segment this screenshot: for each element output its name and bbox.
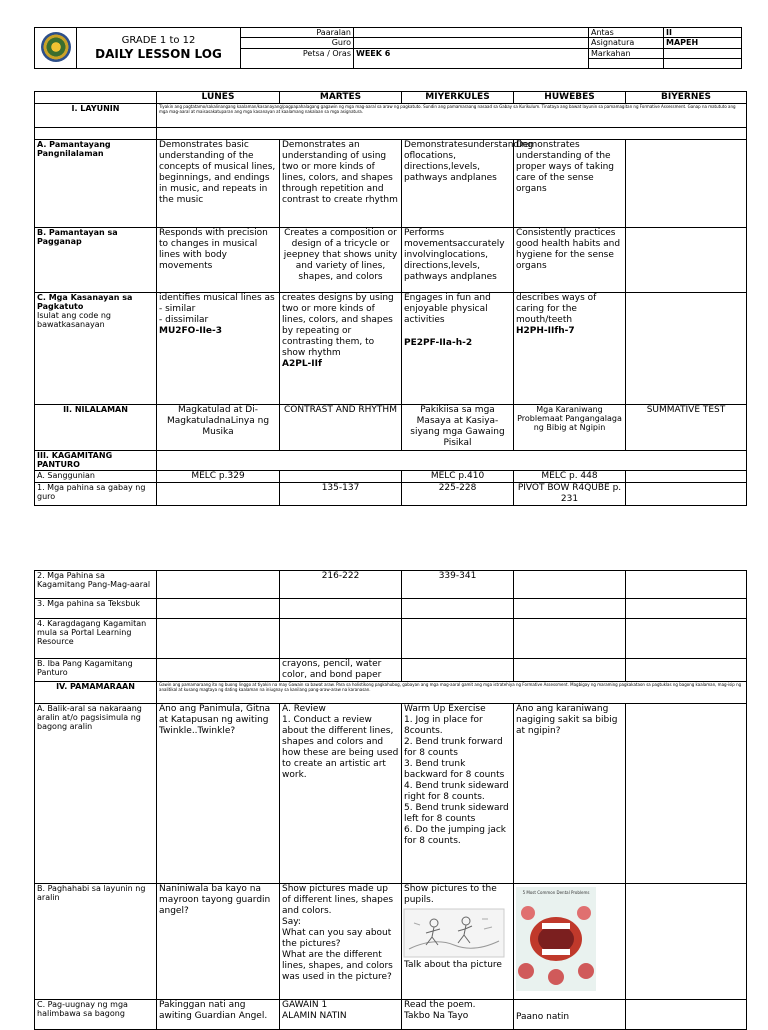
karagdagang-miyerkules	[402, 619, 514, 659]
pn-miyerkules: Demonstratesunderstanding oflocations, directions,levels, pathways andplanes	[402, 140, 514, 228]
kasanayan-martes-code: A2PL-IIf	[282, 359, 322, 369]
deped-seal	[35, 28, 77, 69]
pamamaraan-label: IV. PAMAMARAAN	[35, 682, 157, 704]
teksbuk-huwebes	[514, 599, 626, 619]
uugnay-miyerkules: Read the poem. Takbo Na Tayo	[402, 1000, 514, 1030]
gabay-biyernes	[626, 483, 747, 506]
karagdagang-huwebes	[514, 619, 626, 659]
markahan-value[interactable]	[664, 48, 742, 58]
iba-miyerkules	[402, 659, 514, 682]
petsa-label: Petsa / Oras	[241, 48, 354, 69]
pp-biyernes	[626, 228, 747, 293]
kma-huwebes	[514, 571, 626, 599]
paaralan-label: Paaralan	[241, 28, 354, 38]
paghahabi-martes: Show pictures made up of different lines, shapes and colors. Say: What can you say about the pictures? What are the different lines, shapes, and colors was used in the picture?	[280, 884, 402, 1000]
karagdagang-biyernes	[626, 619, 747, 659]
nilalaman-lunes: Magkatulad at Di-MagkatuladnaLinya ng Musika	[157, 405, 280, 451]
kasanayan-miyerkules	[402, 293, 514, 405]
nilalaman-biyernes: SUMMATIVE TEST	[626, 405, 747, 451]
markahan-label: Markahan	[589, 48, 664, 58]
sanggunian-miyerkules: MELC p.410	[402, 471, 514, 483]
seal-icon	[41, 32, 71, 62]
lesson-table-1	[34, 91, 747, 506]
layunin-note: Tiyakin ang pagtatamo/sakalinangang kaalaman/kasanayang/pagpapahalagang gagawin ng mga mag-aaral sa araw ng pagkatuto. Sundin ang pamamaraang nasaad sa Gabay sa Kurikulum. Tinataya ang bawat layunin sa pamamagitan ng Formative Assessment. Ganap na matututo ang mga mag-aaral at maisasakatuparan ang mga kasanayan at kaalamang nakalaan sa mga asignatura.	[157, 104, 747, 128]
kasanayan-label-cell	[35, 293, 157, 405]
sanggunian-martes	[280, 471, 402, 483]
kasanayan-martes	[280, 293, 402, 405]
paghahabi-miyerkules	[402, 884, 514, 1000]
kasanayan-huwebes	[514, 293, 626, 405]
day-martes: MARTES	[280, 92, 402, 104]
nilalaman-label: II. NILALAMAN	[35, 405, 157, 451]
pamamaraan-note: Gawin ang pamamaraang ito ng buong linggo at tiyakin na may Gawain sa bawat araw. Para sa holistikong pagkahubog, gabayan ang mga mag-aaral gamit ang mga istratehiya ng Formative Assessment. Magbigay ng maraming pagkakataon sa pagtuklas ng bagong kaalaman, mag-isip ng analitikal at kusang magtaya ng dating kaalaman na iniugnay sa kanilang pang-araw-araw na karanasan.	[157, 682, 747, 704]
kma-lunes	[157, 571, 280, 599]
teksbuk-label: 3. Mga pahina sa Teksbuk	[35, 599, 157, 619]
teksbuk-martes	[280, 599, 402, 619]
uugnay-lunes: Pakinggan nati ang awiting Guardian Angel.	[157, 1000, 280, 1030]
balik-huwebes: Ano ang karaniwang nagiging sakit sa bibig at ngipin?	[514, 704, 626, 884]
kma-biyernes	[626, 571, 747, 599]
balik-aral-label: A. Balik-aral sa nakaraang aralin at/o pagsisimula ng bagong aralin	[35, 704, 157, 884]
iba-pang-label: B. Iba Pang Kagamitang Panturo	[35, 659, 157, 682]
spacer-row	[157, 128, 747, 140]
antas-value[interactable]: II	[664, 28, 742, 38]
nilalaman-miyerkules: Pakikiisa sa mga Masaya at Kasiya-siyang mga Gawaing Pisikal	[402, 405, 514, 451]
doc-title: DAILY LESSON LOG	[95, 46, 222, 61]
gabay-lunes	[157, 483, 280, 506]
pn-huwebes: Demonstrates understanding of the proper ways of taking care of the sense organs	[514, 140, 626, 228]
corner-cell	[35, 92, 157, 104]
day-biyernes: BIYERNES	[626, 92, 747, 104]
gabay-miyerkules: 225-228	[402, 483, 514, 506]
kasanayan-label: C. Mga Kasanayan sa Pagkatuto	[37, 293, 133, 311]
kasanayan-sublabel: Isulat ang code ng bawatkasanayan	[37, 311, 111, 329]
kasanayan-martes-text: creates designs by using two or more kinds of lines, colors, and shapes by repeating or contrasting them, to show rhythm	[282, 293, 394, 358]
karagdagang-lunes	[157, 619, 280, 659]
blank-label	[589, 58, 664, 68]
guro-value[interactable]	[354, 38, 589, 48]
pp-martes: Creates a composition or design of a tricycle or jeepney that shows unity and variety of lines, shapes, and colors	[280, 228, 402, 293]
kma-miyerkules: 339-341	[402, 571, 514, 599]
day-miyerkules: MIYERKULES	[402, 92, 514, 104]
kasanayan-lunes-code: MU2FO-IIe-3	[159, 326, 223, 336]
kasanayan-huwebes-text: describes ways of caring for the mouth/teeth	[516, 293, 597, 325]
kagamitan-row	[157, 451, 747, 471]
iba-biyernes	[626, 659, 747, 682]
paaralan-value[interactable]	[354, 28, 589, 38]
paghahabi-lunes: Naniniwala ba kayo na mayroon tayong guardin angel?	[157, 884, 280, 1000]
dental-image-title: 5 Most Common Dental Problems	[522, 890, 590, 895]
spacer-cell	[35, 128, 157, 140]
iba-huwebes	[514, 659, 626, 682]
balik-biyernes	[626, 704, 747, 884]
paghahabi-biyernes	[626, 884, 747, 1000]
children-running-image	[404, 909, 504, 957]
lesson-table-2	[34, 570, 747, 1030]
sanggunian-biyernes	[626, 471, 747, 483]
iba-martes: crayons, pencil, water color, and bond paper	[280, 659, 402, 682]
sanggunian-label: A. Sanggunian	[35, 471, 157, 483]
kagamitang-magaaral-label: 2. Mga Pahina sa Kagamitang Pang-Mag-aaral	[35, 571, 157, 599]
balik-miyerkules: Warm Up Exercise 1. Jog in place for 8counts. 2. Bend trunk forward for 8 counts 3. Bend trunk backward for 8 counts 4. Bend trunk sideward right for 8 counts. 5. Bend trunk sideward left for 8 counts 6. Do the jumping jack for 8 counts.	[402, 704, 514, 884]
header-table	[34, 27, 742, 69]
gabay-martes: 135-137	[280, 483, 402, 506]
asignatura-label: Asignatura	[589, 38, 664, 48]
teksbuk-biyernes	[626, 599, 747, 619]
iba-lunes	[157, 659, 280, 682]
sanggunian-huwebes: MELC p. 448	[514, 471, 626, 483]
kma-martes: 216-222	[280, 571, 402, 599]
pamantayan-pagganap-label: B. Pamantayan sa Pagganap	[35, 228, 157, 293]
balik-martes: A. Review 1. Conduct a review about the different lines, shapes and colors and how these are being used to create an artistic art work.	[280, 704, 402, 884]
guro-label: Guro	[241, 38, 354, 48]
uugnay-biyernes	[626, 1000, 747, 1030]
kasanayan-biyernes	[626, 293, 747, 405]
petsa-value[interactable]: WEEK 6	[354, 48, 589, 69]
gabay-guro-label: 1. Mga pahina sa gabay ng guro	[35, 483, 157, 506]
teksbuk-lunes	[157, 599, 280, 619]
paghahabi-huwebes	[514, 884, 626, 1000]
grade-range: GRADE 1 to 12	[121, 34, 196, 46]
paghahabi-label: B. Paghahabi sa layunin ng aralin	[35, 884, 157, 1000]
kasanayan-lunes	[157, 293, 280, 405]
pp-lunes: Responds with precision to changes in musical lines with body movements	[157, 228, 280, 293]
balik-lunes: Ano ang Panimula, Gitna at Katapusan ng awiting Twinkle..Twinkle?	[157, 704, 280, 884]
kasanayan-huwebes-code: H2PH-IIfh-7	[516, 326, 575, 336]
asignatura-value[interactable]: MAPEH	[664, 38, 742, 48]
pamantayang-nilalaman-label: A. Pamantayang Pangnilalaman	[35, 140, 157, 228]
pp-huwebes: Consistently practices good health habits and hygiene for the sense organs	[514, 228, 626, 293]
kasanayan-miyerkules-text: Engages in fun and enjoyable physical activities	[404, 293, 491, 325]
kasanayan-miyerkules-code: PE2PF-IIa-h-2	[404, 338, 473, 348]
kagamitan-label: III. KAGAMITANG PANTURO	[35, 451, 157, 471]
title-block	[77, 28, 241, 69]
blank-value	[664, 58, 742, 68]
uugnay-martes: GAWAIN 1 ALAMIN NATIN	[280, 1000, 402, 1030]
paghahabi-miyerkules-bottom: Talk about tha picture	[404, 960, 502, 970]
antas-label: Antas	[589, 28, 664, 38]
pn-martes: Demonstrates an understanding of using two or more kinds of lines, colors, and shapes through repetition and contrast to create rhythm	[280, 140, 402, 228]
gabay-huwebes: PIVOT BOW R4QUBE p. 231	[514, 483, 626, 506]
day-lunes: LUNES	[157, 92, 280, 104]
pn-lunes: Demonstrates basic understanding of the concepts of musical lines, beginnings, and endings in music, and repeats in the music	[157, 140, 280, 228]
teksbuk-miyerkules	[402, 599, 514, 619]
pp-miyerkules: Performs movementsaccurately involvinglocations, directions,levels, pathways andplanes	[402, 228, 514, 293]
dental-problems-image	[516, 887, 596, 991]
layunin-label: I. LAYUNIN	[35, 104, 157, 128]
uugnay-huwebes: Paano natin	[514, 1000, 626, 1030]
nilalaman-huwebes: Mga Karaniwang Problemaat Pangangalaga ng Bibig at Ngipin	[514, 405, 626, 451]
karagdagang-martes	[280, 619, 402, 659]
paghahabi-miyerkules-top: Show pictures to the pupils.	[404, 884, 497, 905]
day-huwebes: HUWEBES	[514, 92, 626, 104]
sanggunian-lunes: MELC p.329	[157, 471, 280, 483]
karagdagang-label: 4. Karagdagang Kagamitan mula sa Portal Learning Resource	[35, 619, 157, 659]
pag-uugnay-label: C. Pag-uugnay ng mga halimbawa sa bagong	[35, 1000, 157, 1030]
nilalaman-martes: CONTRAST AND RHYTHM	[280, 405, 402, 451]
pn-biyernes	[626, 140, 747, 228]
kasanayan-lunes-text: identifies musical lines as - similar - dissimilar	[159, 293, 275, 325]
